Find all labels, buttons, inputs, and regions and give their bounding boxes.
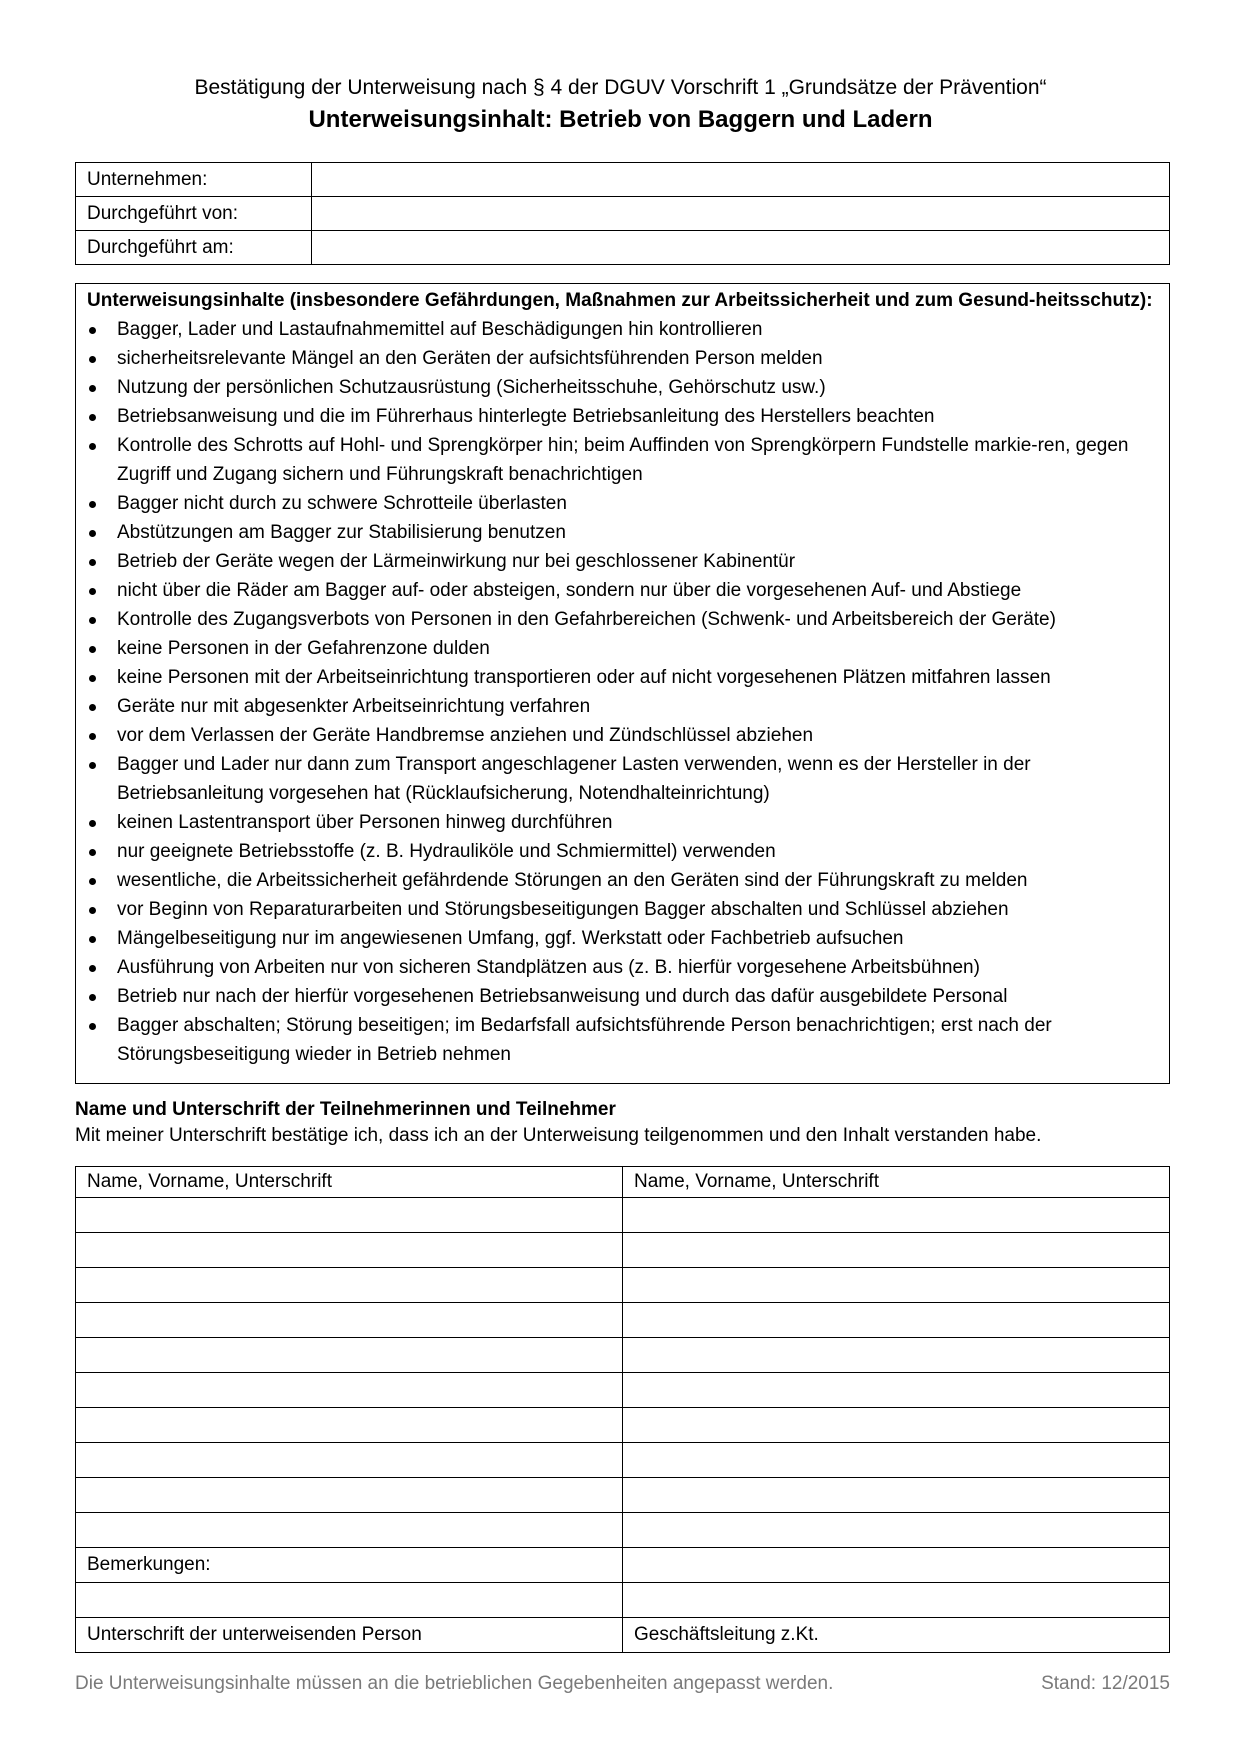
- document-subtitle: Bestätigung der Unterweisung nach § 4 der DGUV Vorschrift 1 „Grundsätze der Prävention“: [194, 76, 1047, 99]
- remarks-field[interactable]: [623, 1583, 1170, 1618]
- signature-row: [76, 1513, 1170, 1548]
- bullet-icon: [89, 762, 96, 769]
- instruction-contents-box: [75, 283, 1170, 1084]
- list-item: Betriebsanweisung und die im Führerhaus hinterlegte Betriebsanleitung des Herstellers beachten: [87, 402, 1157, 431]
- list-item: keinen Lastentransport über Personen hinweg durchführen: [87, 808, 1157, 837]
- final-signature-row: [76, 1618, 1170, 1653]
- list-item: Bagger nicht durch zu schwere Schrotteile überlasten: [87, 489, 1157, 518]
- signature-row: [76, 1478, 1170, 1513]
- list-item: nicht über die Räder am Bagger auf- oder absteigen, sondern nur über die vorgesehenen Auf- und Abstiege: [87, 576, 1157, 605]
- list-item: Kontrolle des Schrotts auf Hohl- und Sprengkörper hin; beim Auffinden von Sprengkörpern Fundstelle markie-ren, gegen Zugriff und Zugang sichern und Führungskraft benachrichtigen: [87, 431, 1157, 489]
- bullet-icon: [89, 443, 96, 450]
- signature-field[interactable]: [623, 1233, 1170, 1268]
- info-table: [75, 162, 1170, 265]
- list-item: vor Beginn von Reparaturarbeiten und Störungsbeseitigungen Bagger abschalten und Schlüssel abziehen: [87, 895, 1157, 924]
- list-item: vor dem Verlassen der Geräte Handbremse anziehen und Zündschlüssel abziehen: [87, 721, 1157, 750]
- remarks-row-blank: [76, 1583, 1170, 1618]
- instructor-signature-field[interactable]: Unterschrift der unterweisenden Person: [76, 1618, 623, 1653]
- signature-row: [76, 1373, 1170, 1408]
- company-label: Unternehmen:: [76, 163, 312, 197]
- signature-table-header: [76, 1167, 1170, 1198]
- signature-row: [76, 1408, 1170, 1443]
- signature-field[interactable]: [76, 1233, 623, 1268]
- signatures-heading: Name und Unterschrift der Teilnehmerinnen und Teilnehmer: [75, 1099, 616, 1120]
- document-title: Unterweisungsinhalt: Betrieb von Baggern und Ladern: [308, 106, 933, 133]
- info-row-company: [76, 163, 1170, 197]
- bullet-icon: [89, 994, 96, 1001]
- bullet-icon: [89, 733, 96, 740]
- signature-row: [76, 1338, 1170, 1373]
- list-item: Betrieb nur nach der hierfür vorgesehenen Betriebsanweisung und durch das dafür ausgebildete Personal: [87, 982, 1157, 1011]
- bullet-icon: [89, 936, 96, 943]
- list-item: Bagger abschalten; Störung beseitigen; im Bedarfsfall aufsichtsführende Person benachrichtigen; erst nach der Störungsbeseitigung wieder in Betrieb nehmen: [87, 1011, 1157, 1069]
- list-item: keine Personen in der Gefahrenzone dulden: [87, 634, 1157, 663]
- bullet-icon: [89, 414, 96, 421]
- list-item: wesentliche, die Arbeitssicherheit gefährdende Störungen an den Geräten sind der Führungskraft zu melden: [87, 866, 1157, 895]
- signatures-confirmation-note: Mit meiner Unterschrift bestätige ich, dass ich an der Unterweisung teilgenommen und den Inhalt verstanden habe.: [75, 1125, 1042, 1146]
- list-item: nur geeignete Betriebsstoffe (z. B. Hydrauliköle und Schmiermittel) verwenden: [87, 837, 1157, 866]
- list-item: sicherheitsrelevante Mängel an den Geräten der aufsichtsführenden Person melden: [87, 344, 1157, 373]
- list-item: keine Personen mit der Arbeitseinrichtung transportieren oder auf nicht vorgesehenen Plätzen mitfahren lassen: [87, 663, 1157, 692]
- list-item: Nutzung der persönlichen Schutzausrüstung (Sicherheitsschuhe, Gehörschutz usw.): [87, 373, 1157, 402]
- remarks-row: [76, 1548, 1170, 1583]
- signature-row: [76, 1303, 1170, 1338]
- signature-field[interactable]: [76, 1478, 623, 1513]
- signature-field[interactable]: [623, 1373, 1170, 1408]
- bullet-icon: [89, 588, 96, 595]
- conducted-by-field[interactable]: [312, 197, 1170, 231]
- company-field[interactable]: [312, 163, 1170, 197]
- signature-field[interactable]: [623, 1513, 1170, 1548]
- bullet-icon: [89, 559, 96, 566]
- signature-field[interactable]: [623, 1303, 1170, 1338]
- version-date: Stand: 12/2015: [1041, 1673, 1170, 1694]
- column-header-left: Name, Vorname, Unterschrift: [76, 1167, 623, 1198]
- remarks-label: Bemerkungen:: [76, 1548, 623, 1583]
- instruction-list: [87, 315, 1157, 1069]
- conducted-on-label: Durchgeführt am:: [76, 231, 312, 265]
- signature-field[interactable]: [76, 1408, 623, 1443]
- bullet-icon: [89, 820, 96, 827]
- footer-note: Die Unterweisungsinhalte müssen an die betrieblichen Gegebenheiten angepasst werden.: [75, 1673, 834, 1694]
- signature-field[interactable]: [623, 1443, 1170, 1478]
- list-item: Geräte nur mit abgesenkter Arbeitseinrichtung verfahren: [87, 692, 1157, 721]
- column-header-right: Name, Vorname, Unterschrift: [623, 1167, 1170, 1198]
- management-acknowledgement-field[interactable]: Geschäftsleitung z.Kt.: [623, 1618, 1170, 1653]
- signature-field[interactable]: [623, 1408, 1170, 1443]
- list-item: Abstützungen am Bagger zur Stabilisierung benutzen: [87, 518, 1157, 547]
- conducted-on-field[interactable]: [312, 231, 1170, 265]
- remarks-field[interactable]: [76, 1583, 623, 1618]
- bullet-icon: [89, 356, 96, 363]
- bullet-icon: [89, 385, 96, 392]
- signature-row: [76, 1198, 1170, 1233]
- signature-table: [75, 1166, 1170, 1653]
- remarks-field[interactable]: [623, 1548, 1170, 1583]
- info-row-conducted-on: [76, 231, 1170, 265]
- signature-field[interactable]: [76, 1198, 623, 1233]
- bullet-icon: [89, 530, 96, 537]
- list-item: Ausführung von Arbeiten nur von sicheren Standplätzen aus (z. B. hierfür vorgesehene Arbeitsbühnen): [87, 953, 1157, 982]
- bullet-icon: [89, 675, 96, 682]
- signature-row: [76, 1443, 1170, 1478]
- signature-field[interactable]: [76, 1373, 623, 1408]
- bullet-icon: [89, 617, 96, 624]
- signature-field[interactable]: [76, 1268, 623, 1303]
- conducted-by-label: Durchgeführt von:: [76, 197, 312, 231]
- signature-field[interactable]: [623, 1198, 1170, 1233]
- signature-field[interactable]: [76, 1443, 623, 1478]
- instruction-contents-heading: Unterweisungsinhalte (insbesondere Gefährdungen, Maßnahmen zur Arbeitssicherheit und zum Gesund-heitsschutz):: [87, 290, 1153, 311]
- info-row-conducted-by: [76, 197, 1170, 231]
- signature-field[interactable]: [76, 1338, 623, 1373]
- signature-field[interactable]: [76, 1303, 623, 1338]
- list-item: Kontrolle des Zugangsverbots von Personen in den Gefahrbereichen (Schwenk- und Arbeitsbereich der Geräte): [87, 605, 1157, 634]
- bullet-icon: [89, 327, 96, 334]
- bullet-icon: [89, 1023, 96, 1030]
- bullet-icon: [89, 878, 96, 885]
- signature-row: [76, 1233, 1170, 1268]
- bullet-icon: [89, 704, 96, 711]
- list-item: Betrieb der Geräte wegen der Lärmeinwirkung nur bei geschlossener Kabinentür: [87, 547, 1157, 576]
- list-item: Bagger und Lader nur dann zum Transport angeschlagener Lasten verwenden, wenn es der Hersteller in der Betriebsanleitung vorgesehen hat (Rücklaufsicherung, Notendhalteinrichtung): [87, 750, 1157, 808]
- list-item: Bagger, Lader und Lastaufnahmemittel auf Beschädigungen hin kontrollieren: [87, 315, 1157, 344]
- bullet-icon: [89, 907, 96, 914]
- signature-field[interactable]: [623, 1268, 1170, 1303]
- list-item: Mängelbeseitigung nur im angewiesenen Umfang, ggf. Werkstatt oder Fachbetrieb aufsuchen: [87, 924, 1157, 953]
- signature-field[interactable]: [623, 1478, 1170, 1513]
- signature-field[interactable]: [623, 1338, 1170, 1373]
- bullet-icon: [89, 849, 96, 856]
- signature-field[interactable]: [76, 1513, 623, 1548]
- signature-row: [76, 1268, 1170, 1303]
- bullet-icon: [89, 501, 96, 508]
- bullet-icon: [89, 646, 96, 653]
- bullet-icon: [89, 965, 96, 972]
